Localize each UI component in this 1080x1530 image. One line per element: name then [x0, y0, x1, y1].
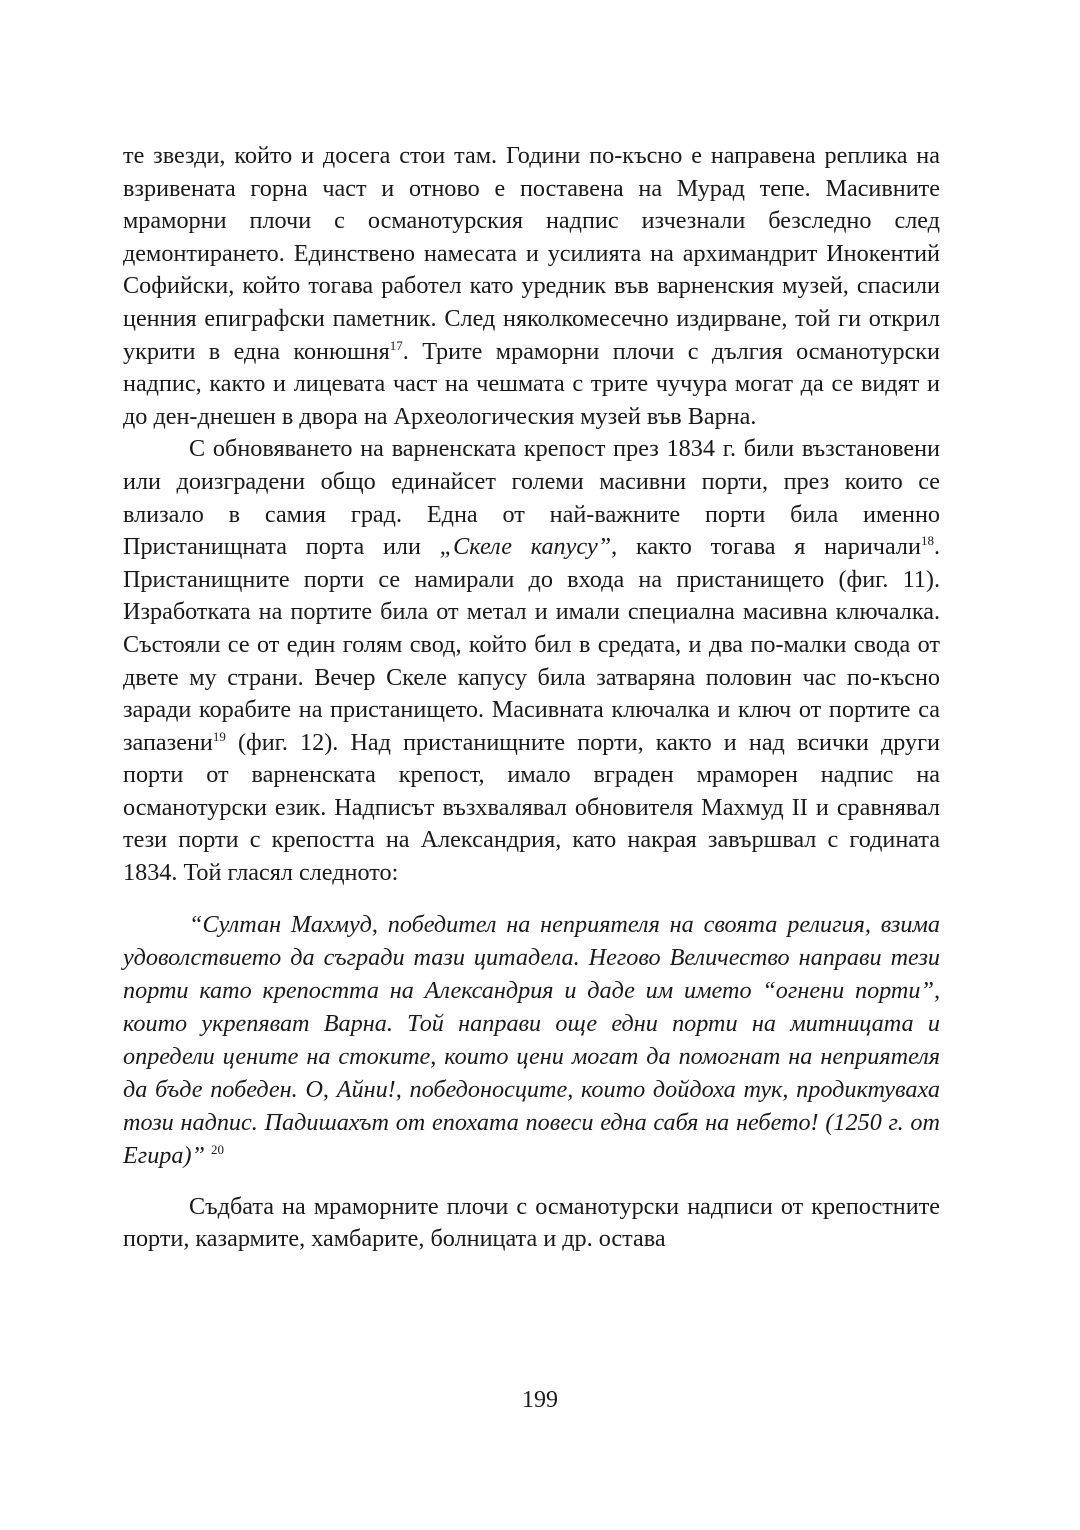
footnote-ref: 17 [389, 337, 403, 353]
quote-text: “Султан Махмуд, победител на неприятеля на своята религия, взима удоволствието да съгради тази цитадела. Негово Величество направи тези порти като крепостта на Александрия и даде им името “огнени порти”, които укрепяват Варна. Той направи още едни порти на митницата и определи цените на стоките, които цени могат да помогнат на неприятеля да бъде победен. О, Айни!, победоносците, които дойдоха тук, продиктуваха този надпис. Падишахът от епохата повеси една сабя на небето! (1250 г. от Егира)” [123, 910, 940, 1169]
paragraph-text: . Пристанищните порти се намирали до входа на пристанището (фиг. 11). Изработката на портите била от метал и имали специална масивна ключалка. Състояли се от един голям свод, който бил в средата, и два по-малки свода от двете му страни. Вечер Скеле капусу била затваряна половин час по-късно заради корабите на пристанището. Масивната ключалка и ключ от портите са запазени [123, 533, 940, 756]
paragraph-text: (фиг. 12). Над пристанищните порти, както и над всички други порти от варненската крепост, имало вграден мраморен надпис на османотурски език. Надписът възхвалявал обновителя Махмуд II и сравнявал тези порти с крепостта на Александрия, като накрая завършвал с годината 1834. Той гласял следното: [123, 728, 940, 887]
italic-term: „Скеле капусу” [439, 533, 612, 561]
paragraph-text: . Трите мраморни плочи с дългия османотурски надпис, както и лицевата част на чешмата с трите чучура могат да се видят и до ден-днешен в двора на Археологическия музей във Варна. [123, 337, 941, 430]
paragraph [123, 1191, 940, 1256]
footnote-ref: 19 [212, 728, 226, 744]
footnote-ref: 20 [211, 1141, 225, 1157]
paragraph-text: , както тогава я наричали [611, 533, 921, 561]
footnote-ref: 18 [920, 533, 934, 549]
paragraph [123, 433, 940, 889]
block-quote [123, 908, 940, 1172]
paragraph-text: те звезди, който и досега стои там. Години по-късно е направена реплика на взривената горна част и отново е поставена на Мурад тепе. Масивните мраморни плочи с османотурския надпис изчезнали безследно след демонтирането. Единствено намесата и усилията на архимандрит Инокентий Софийски, който тогава работел като уредник във варненския музей, спасили ценния епиграфски паметник. След няколкомесечно издирване, той ги открил укрити в една конюшня [123, 142, 940, 365]
paragraph-text: Съдбата на мраморните плочи с османотурски надписи от крепостните порти, казармите, хамбарите, болницата и др. остава [123, 1192, 940, 1253]
page-body [123, 140, 940, 1256]
page-number: 199 [522, 1387, 558, 1413]
paragraph [123, 140, 940, 433]
paragraph-text: С обновяването на варненската крепост през 1834 г. били възстановени или доизградени общо единайсет големи масивни порти, през които се влизало в самия град. Една от най-важните порти била именно Пристанищната порта или [123, 435, 940, 561]
